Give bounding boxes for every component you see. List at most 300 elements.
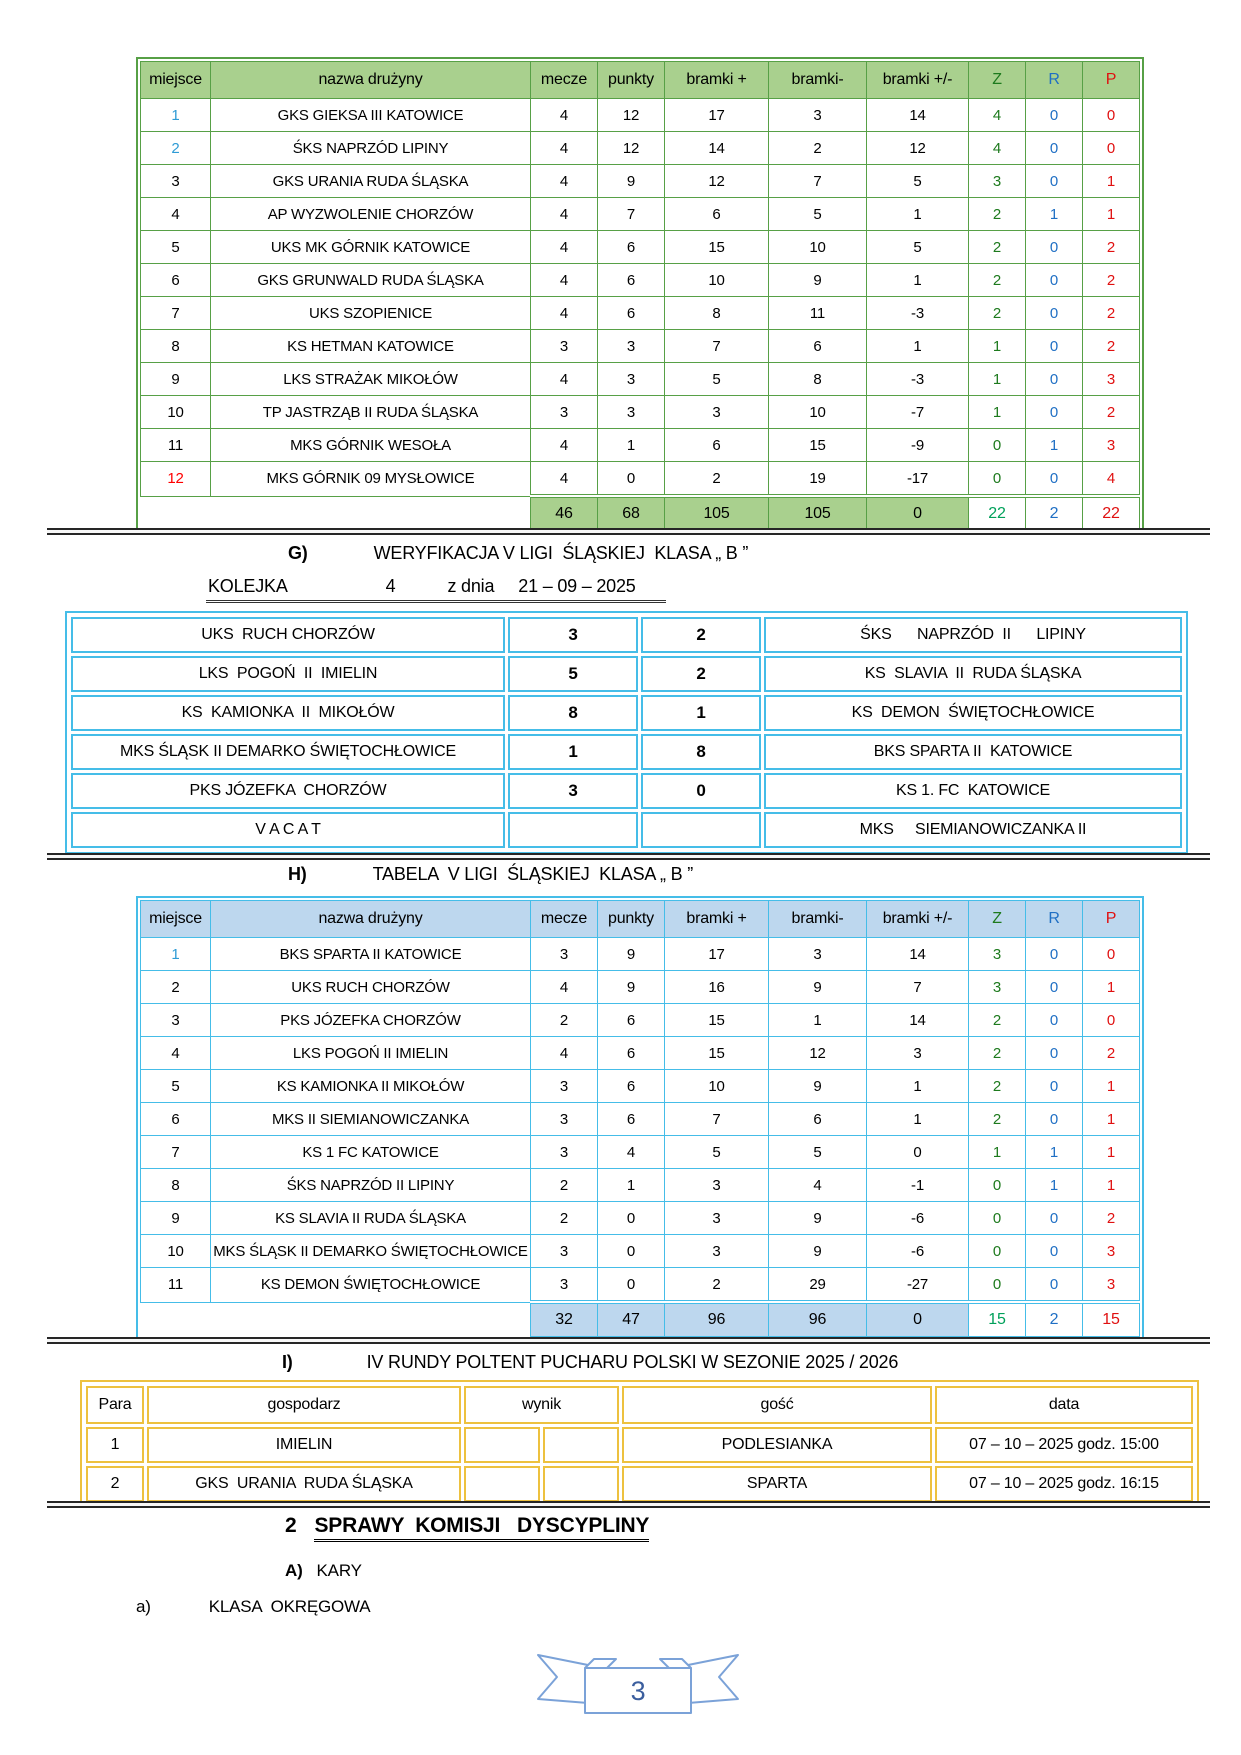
section-h-title: TABELA V LIGI ŚLĄSKIEJ KLASA „ B ” bbox=[372, 864, 693, 884]
table-cell: 15 bbox=[665, 1037, 769, 1070]
table-cell: 2 bbox=[141, 971, 211, 1004]
table-cell: 0 bbox=[1083, 938, 1140, 971]
home-score: 3 bbox=[508, 773, 638, 809]
table-row bbox=[141, 1202, 1140, 1235]
table-cell: 0 bbox=[1026, 297, 1083, 330]
table-cell: 2 bbox=[969, 231, 1026, 264]
table-cell: -3 bbox=[867, 363, 969, 396]
section-2b-text: KLASA OKRĘGOWA bbox=[208, 1597, 371, 1616]
table-cell: 9 bbox=[598, 971, 665, 1004]
totals-cell: 105 bbox=[665, 496, 769, 531]
table-cell: 3 bbox=[531, 1235, 598, 1268]
table-cell: PKS JÓZEFKA CHORZÓW bbox=[211, 1004, 531, 1037]
table-cell: 6 bbox=[598, 1103, 665, 1136]
table-cell: 1 bbox=[1083, 198, 1140, 231]
table-cell: 4 bbox=[531, 264, 598, 297]
table-cell: GKS GIEKSA III KATOWICE bbox=[211, 99, 531, 132]
table-cell: 19 bbox=[769, 462, 867, 497]
table-cell: 7 bbox=[141, 297, 211, 330]
section-divider bbox=[47, 528, 1210, 535]
section-g-label: G) bbox=[288, 543, 308, 563]
away-team: KS 1. FC KATOWICE bbox=[764, 773, 1182, 809]
section-h-label: H) bbox=[288, 864, 307, 884]
column-header-2: mecze bbox=[531, 62, 598, 99]
column-header-1: nazwa drużyny bbox=[211, 901, 531, 938]
table-row bbox=[141, 297, 1140, 330]
table-cell: 2 bbox=[531, 1169, 598, 1202]
table-cell: 1 bbox=[969, 1136, 1026, 1169]
league-table-a-grid bbox=[140, 61, 1140, 531]
table-cell: 7 bbox=[141, 1136, 211, 1169]
section-2b-item bbox=[136, 1597, 370, 1617]
table-cell: 2 bbox=[769, 132, 867, 165]
away-team: KS SLAVIA II RUDA ŚLĄSKA bbox=[764, 656, 1182, 692]
table-cell: 10 bbox=[141, 1235, 211, 1268]
result-home bbox=[464, 1427, 540, 1463]
table-cell: KS 1 FC KATOWICE bbox=[211, 1136, 531, 1169]
table-cell: 3 bbox=[531, 1268, 598, 1303]
table-cell: 12 bbox=[867, 132, 969, 165]
table-row bbox=[141, 429, 1140, 462]
totals-cell: 2 bbox=[1026, 1302, 1083, 1337]
table-cell: UKS SZOPIENICE bbox=[211, 297, 531, 330]
section-2-title: SPRAWY KOMISJI DYSCYPLINY bbox=[314, 1514, 649, 1542]
table-cell: 9 bbox=[769, 971, 867, 1004]
table-cell: 15 bbox=[769, 429, 867, 462]
table-cell: -1 bbox=[867, 1169, 969, 1202]
table-cell: 0 bbox=[1026, 363, 1083, 396]
table-cell: 2 bbox=[531, 1202, 598, 1235]
table-row bbox=[141, 132, 1140, 165]
table-cell: 9 bbox=[598, 165, 665, 198]
table-cell: 2 bbox=[665, 1268, 769, 1303]
match-row bbox=[71, 773, 1182, 809]
table-cell: 0 bbox=[1083, 132, 1140, 165]
table-row bbox=[141, 165, 1140, 198]
table-cell: 3 bbox=[1083, 1268, 1140, 1303]
table-cell: TP JASTRZĄB II RUDA ŚLĄSKA bbox=[211, 396, 531, 429]
table-cell: 0 bbox=[1026, 1004, 1083, 1037]
table-cell: KS KAMIONKA II MIKOŁÓW bbox=[211, 1070, 531, 1103]
table-row bbox=[141, 198, 1140, 231]
section-divider bbox=[47, 1501, 1210, 1508]
table-cell: 2 bbox=[1083, 231, 1140, 264]
table-cell: MKS GÓRNIK WESOŁA bbox=[211, 429, 531, 462]
cup-column-header: data bbox=[935, 1386, 1193, 1424]
match-row bbox=[71, 812, 1182, 848]
table-cell: 3 bbox=[769, 99, 867, 132]
table-cell: 3 bbox=[531, 396, 598, 429]
table-cell: 6 bbox=[598, 1070, 665, 1103]
table-cell: 0 bbox=[1026, 264, 1083, 297]
match-row bbox=[71, 617, 1182, 653]
table-cell: MKS GÓRNIK 09 MYSŁOWICE bbox=[211, 462, 531, 497]
table-cell: 11 bbox=[141, 429, 211, 462]
result-home bbox=[464, 1466, 540, 1502]
totals-row bbox=[141, 1302, 1140, 1337]
table-cell: 3 bbox=[531, 1103, 598, 1136]
guest-team: PODLESIANKA bbox=[622, 1427, 932, 1463]
table-cell: 3 bbox=[665, 1202, 769, 1235]
home-team: KS KAMIONKA II MIKOŁÓW bbox=[71, 695, 505, 731]
table-cell: 2 bbox=[969, 297, 1026, 330]
table-cell: 29 bbox=[769, 1268, 867, 1303]
totals-cell: 0 bbox=[867, 1302, 969, 1337]
table-cell: 5 bbox=[867, 231, 969, 264]
section-2a-item bbox=[285, 1561, 362, 1581]
table-cell: 1 bbox=[1083, 1169, 1140, 1202]
home-team: PKS JÓZEFKA CHORZÓW bbox=[71, 773, 505, 809]
table-row bbox=[141, 1235, 1140, 1268]
table-cell: 7 bbox=[665, 330, 769, 363]
totals-cell: 32 bbox=[531, 1302, 598, 1337]
section-i-title: IV RUNDY POLTENT PUCHARU POLSKI W SEZONIE 2025 / 2026 bbox=[366, 1352, 899, 1372]
table-cell: 0 bbox=[1026, 971, 1083, 1004]
table-cell: 4 bbox=[531, 132, 598, 165]
table-cell: 3 bbox=[598, 330, 665, 363]
table-cell: 9 bbox=[769, 1070, 867, 1103]
table-cell: 8 bbox=[769, 363, 867, 396]
table-cell: 2 bbox=[969, 264, 1026, 297]
table-cell: 2 bbox=[665, 462, 769, 497]
table-cell: 8 bbox=[141, 1169, 211, 1202]
home-team: LKS POGOŃ II IMIELIN bbox=[71, 656, 505, 692]
table-cell: 1 bbox=[1026, 198, 1083, 231]
table-cell: 7 bbox=[769, 165, 867, 198]
column-header-6: bramki +/- bbox=[867, 901, 969, 938]
table-cell: 0 bbox=[598, 462, 665, 497]
table-row bbox=[141, 1136, 1140, 1169]
table-cell: 0 bbox=[1026, 462, 1083, 497]
home-team: UKS RUCH CHORZÓW bbox=[71, 617, 505, 653]
table-row bbox=[141, 1070, 1140, 1103]
table-cell: 4 bbox=[531, 1037, 598, 1070]
table-cell: 10 bbox=[665, 1070, 769, 1103]
table-cell: 4 bbox=[531, 297, 598, 330]
column-header-3: punkty bbox=[598, 901, 665, 938]
table-cell: 0 bbox=[1026, 938, 1083, 971]
table-row bbox=[141, 1004, 1140, 1037]
table-cell: 3 bbox=[665, 1235, 769, 1268]
table-cell: 1 bbox=[1026, 429, 1083, 462]
table-cell: 1 bbox=[1083, 1103, 1140, 1136]
table-cell: 10 bbox=[665, 264, 769, 297]
table-cell: ŚKS NAPRZÓD LIPINY bbox=[211, 132, 531, 165]
table-row bbox=[141, 396, 1140, 429]
cup-column-header: gospodarz bbox=[147, 1386, 461, 1424]
cup-row bbox=[86, 1466, 1193, 1502]
column-header-8: R bbox=[1026, 62, 1083, 99]
ribbon-right-fold bbox=[660, 1659, 691, 1668]
table-cell: 4 bbox=[531, 198, 598, 231]
table-cell: 12 bbox=[598, 99, 665, 132]
table-cell: GKS URANIA RUDA ŚLĄSKA bbox=[211, 165, 531, 198]
match-row bbox=[71, 734, 1182, 770]
table-cell: 3 bbox=[141, 165, 211, 198]
away-score: 2 bbox=[641, 656, 761, 692]
table-cell: 1 bbox=[1083, 971, 1140, 1004]
table-cell: 3 bbox=[531, 938, 598, 971]
table-cell: 8 bbox=[141, 330, 211, 363]
table-cell: 5 bbox=[141, 231, 211, 264]
table-cell: 0 bbox=[1026, 396, 1083, 429]
section-divider bbox=[47, 1337, 1210, 1344]
section-divider bbox=[47, 853, 1210, 860]
table-cell: 2 bbox=[969, 1070, 1026, 1103]
table-cell: BKS SPARTA II KATOWICE bbox=[211, 938, 531, 971]
table-cell: -6 bbox=[867, 1235, 969, 1268]
table-row bbox=[141, 363, 1140, 396]
home-score: 8 bbox=[508, 695, 638, 731]
table-cell: 1 bbox=[969, 396, 1026, 429]
away-score: 1 bbox=[641, 695, 761, 731]
table-cell: 4 bbox=[141, 198, 211, 231]
table-cell: 1 bbox=[598, 1169, 665, 1202]
cup-table bbox=[80, 1380, 1199, 1508]
table-cell: 1 bbox=[969, 330, 1026, 363]
table-cell: 6 bbox=[598, 231, 665, 264]
column-header-0: miejsce bbox=[141, 901, 211, 938]
table-cell: 6 bbox=[769, 330, 867, 363]
table-row bbox=[141, 1268, 1140, 1303]
result-away bbox=[543, 1427, 619, 1463]
home-score bbox=[508, 812, 638, 848]
table-cell: -7 bbox=[867, 396, 969, 429]
table-cell: 0 bbox=[1026, 1202, 1083, 1235]
table-cell: 0 bbox=[969, 1235, 1026, 1268]
table-cell: LKS STRAŻAK MIKOŁÓW bbox=[211, 363, 531, 396]
match-row bbox=[71, 656, 1182, 692]
table-cell: 3 bbox=[531, 1136, 598, 1169]
match-results-grid bbox=[68, 614, 1185, 851]
table-row bbox=[141, 971, 1140, 1004]
table-cell: 9 bbox=[769, 1202, 867, 1235]
totals-cell: 15 bbox=[1083, 1302, 1140, 1337]
guest-team: SPARTA bbox=[622, 1466, 932, 1502]
table-cell: KS SLAVIA II RUDA ŚLĄSKA bbox=[211, 1202, 531, 1235]
page-number: 3 bbox=[630, 1676, 646, 1706]
table-cell: ŚKS NAPRZÓD II LIPINY bbox=[211, 1169, 531, 1202]
table-cell: 1 bbox=[867, 1103, 969, 1136]
table-cell: 3 bbox=[769, 938, 867, 971]
table-cell: 0 bbox=[867, 1136, 969, 1169]
table-cell: 12 bbox=[769, 1037, 867, 1070]
table-cell: AP WYZWOLENIE CHORZÓW bbox=[211, 198, 531, 231]
totals-cell: 46 bbox=[531, 496, 598, 531]
table-row bbox=[141, 231, 1140, 264]
table-cell: 12 bbox=[141, 462, 211, 497]
pair-number: 2 bbox=[86, 1466, 144, 1502]
section-g-title: WERYFIKACJA V LIGI ŚLĄSKIEJ KLASA „ B ” bbox=[373, 543, 749, 563]
home-team: MKS ŚLĄSK II DEMARKO ŚWIĘTOCHŁOWICE bbox=[71, 734, 505, 770]
table-cell: 8 bbox=[665, 297, 769, 330]
totals-blank bbox=[141, 496, 531, 531]
table-cell: 6 bbox=[598, 264, 665, 297]
table-cell: 4 bbox=[531, 971, 598, 1004]
column-header-9: P bbox=[1083, 901, 1140, 938]
totals-cell: 96 bbox=[665, 1302, 769, 1337]
table-cell: -9 bbox=[867, 429, 969, 462]
table-cell: 1 bbox=[1083, 1070, 1140, 1103]
ribbon-left-fold bbox=[585, 1659, 616, 1668]
cup-header-row bbox=[86, 1386, 1193, 1424]
table-cell: 7 bbox=[867, 971, 969, 1004]
round-label: KOLEJKA bbox=[208, 576, 288, 596]
table-cell: 0 bbox=[1026, 1235, 1083, 1268]
table-cell: 3 bbox=[969, 165, 1026, 198]
table-cell: 4 bbox=[969, 132, 1026, 165]
section-2-number: 2 bbox=[285, 1514, 297, 1537]
table-cell: 6 bbox=[141, 1103, 211, 1136]
table-cell: 5 bbox=[665, 363, 769, 396]
table-cell: 0 bbox=[598, 1202, 665, 1235]
away-team: MKS SIEMIANOWICZANKA II bbox=[764, 812, 1182, 848]
table-cell: 11 bbox=[769, 297, 867, 330]
table-cell: 2 bbox=[1083, 1202, 1140, 1235]
table-cell: 4 bbox=[1083, 462, 1140, 497]
table-row bbox=[141, 99, 1140, 132]
table-cell: 0 bbox=[1026, 165, 1083, 198]
section-i-heading bbox=[282, 1352, 898, 1373]
table-cell: MKS II SIEMIANOWICZANKA bbox=[211, 1103, 531, 1136]
table-cell: 17 bbox=[665, 99, 769, 132]
column-header-6: bramki +/- bbox=[867, 62, 969, 99]
table-cell: 0 bbox=[1026, 1037, 1083, 1070]
table-cell: 16 bbox=[665, 971, 769, 1004]
table-cell: 0 bbox=[969, 1268, 1026, 1303]
column-header-0: miejsce bbox=[141, 62, 211, 99]
round-number: 4 bbox=[385, 576, 396, 596]
totals-cell: 22 bbox=[1083, 496, 1140, 531]
table-cell: 3 bbox=[598, 396, 665, 429]
pair-number: 1 bbox=[86, 1427, 144, 1463]
league-table-b-grid bbox=[140, 900, 1140, 1337]
table-cell: 9 bbox=[141, 1202, 211, 1235]
table-cell: 5 bbox=[769, 198, 867, 231]
table-cell: 3 bbox=[1083, 363, 1140, 396]
table-cell: 4 bbox=[531, 462, 598, 497]
table-cell: 3 bbox=[141, 1004, 211, 1037]
table-cell: -3 bbox=[867, 297, 969, 330]
table-cell: 3 bbox=[665, 396, 769, 429]
table-cell: 14 bbox=[867, 99, 969, 132]
table-cell: 15 bbox=[665, 1004, 769, 1037]
league-table-b bbox=[136, 896, 1144, 1341]
table-cell: 1 bbox=[769, 1004, 867, 1037]
table-cell: 0 bbox=[1026, 1103, 1083, 1136]
totals-cell: 96 bbox=[769, 1302, 867, 1337]
table-cell: 2 bbox=[969, 1103, 1026, 1136]
away-score bbox=[641, 812, 761, 848]
table-cell: 3 bbox=[1083, 429, 1140, 462]
cup-table-grid bbox=[83, 1383, 1196, 1505]
table-cell: UKS MK GÓRNIK KATOWICE bbox=[211, 231, 531, 264]
round-line bbox=[206, 576, 666, 603]
column-header-1: nazwa drużyny bbox=[211, 62, 531, 99]
table-row bbox=[141, 1037, 1140, 1070]
column-header-3: punkty bbox=[598, 62, 665, 99]
round-date-label: z dnia bbox=[447, 576, 495, 596]
table-cell: 9 bbox=[598, 938, 665, 971]
table-cell: 0 bbox=[1026, 1268, 1083, 1303]
section-g-heading bbox=[288, 543, 748, 564]
table-row bbox=[141, 938, 1140, 971]
table-cell: 1 bbox=[1026, 1169, 1083, 1202]
table-cell: 2 bbox=[141, 132, 211, 165]
cup-column-header: wynik bbox=[464, 1386, 619, 1424]
table-cell: 7 bbox=[598, 198, 665, 231]
away-team: KS DEMON ŚWIĘTOCHŁOWICE bbox=[764, 695, 1182, 731]
table-cell: 6 bbox=[141, 264, 211, 297]
table-cell: 3 bbox=[867, 1037, 969, 1070]
table-cell: 4 bbox=[969, 99, 1026, 132]
table-cell: 4 bbox=[531, 99, 598, 132]
away-score: 2 bbox=[641, 617, 761, 653]
table-cell: MKS ŚLĄSK II DEMARKO ŚWIĘTOCHŁOWICE bbox=[211, 1235, 531, 1268]
table-cell: GKS GRUNWALD RUDA ŚLĄSKA bbox=[211, 264, 531, 297]
away-team: ŚKS NAPRZÓD II LIPINY bbox=[764, 617, 1182, 653]
table-cell: 2 bbox=[531, 1004, 598, 1037]
table-cell: -6 bbox=[867, 1202, 969, 1235]
table-cell: 0 bbox=[1083, 1004, 1140, 1037]
totals-cell: 15 bbox=[969, 1302, 1026, 1337]
column-header-9: P bbox=[1083, 62, 1140, 99]
table-cell: 1 bbox=[1083, 1136, 1140, 1169]
section-2-heading bbox=[285, 1514, 649, 1538]
table-cell: 3 bbox=[531, 1070, 598, 1103]
totals-cell: 22 bbox=[969, 496, 1026, 531]
table-cell: 1 bbox=[867, 1070, 969, 1103]
totals-blank bbox=[141, 1302, 531, 1337]
league-table-a bbox=[136, 57, 1144, 535]
table-row bbox=[141, 330, 1140, 363]
round-date-value: 21 – 09 – 2025 bbox=[518, 576, 636, 596]
table-cell: 4 bbox=[598, 1136, 665, 1169]
table-cell: 0 bbox=[1026, 132, 1083, 165]
table-cell: 3 bbox=[969, 938, 1026, 971]
ribbon-right-wing bbox=[688, 1655, 738, 1703]
table-cell: 2 bbox=[969, 1037, 1026, 1070]
table-cell: 5 bbox=[867, 165, 969, 198]
table-cell: 6 bbox=[598, 297, 665, 330]
table-cell: 5 bbox=[665, 1136, 769, 1169]
table-cell: 3 bbox=[969, 971, 1026, 1004]
match-date: 07 – 10 – 2025 godz. 15:00 bbox=[935, 1427, 1193, 1463]
totals-row bbox=[141, 496, 1140, 531]
table-cell: 5 bbox=[141, 1070, 211, 1103]
table-cell: 0 bbox=[1026, 99, 1083, 132]
table-cell: 9 bbox=[769, 264, 867, 297]
table-cell: 1 bbox=[1083, 165, 1140, 198]
home-score: 5 bbox=[508, 656, 638, 692]
host-team: IMIELIN bbox=[147, 1427, 461, 1463]
table-cell: 1 bbox=[141, 99, 211, 132]
table-cell: KS HETMAN KATOWICE bbox=[211, 330, 531, 363]
ribbon-left-wing bbox=[538, 1655, 588, 1703]
column-header-8: R bbox=[1026, 901, 1083, 938]
table-cell: -27 bbox=[867, 1268, 969, 1303]
column-header-2: mecze bbox=[531, 901, 598, 938]
table-cell: 0 bbox=[969, 429, 1026, 462]
table-cell: 0 bbox=[1083, 99, 1140, 132]
table-cell: 0 bbox=[598, 1268, 665, 1303]
table-cell: 14 bbox=[867, 1004, 969, 1037]
home-score: 3 bbox=[508, 617, 638, 653]
table-cell: 0 bbox=[1026, 231, 1083, 264]
table-cell: 6 bbox=[598, 1004, 665, 1037]
table-row bbox=[141, 264, 1140, 297]
table-cell: LKS POGOŃ II IMIELIN bbox=[211, 1037, 531, 1070]
